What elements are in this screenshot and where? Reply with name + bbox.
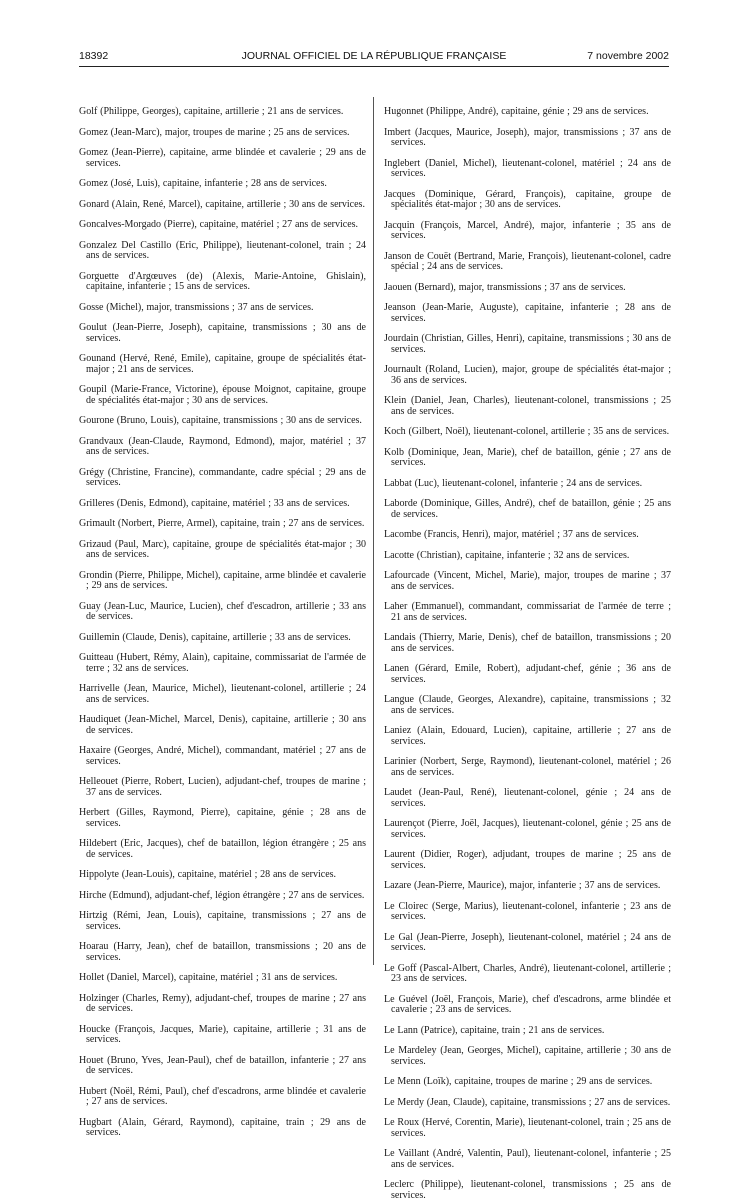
list-entry: Gosse (Michel), major, transmissions ; 37 ans de services. (79, 301, 314, 313)
list-entry: Golf (Philippe, Georges), capitaine, artillerie ; 21 ans de services. (79, 106, 344, 117)
list-entry: Journault (Roland, Lucien), major, groupe de spécialités état-major ; 36 ans de services. (384, 364, 671, 386)
list-entry: Haxaire (Georges, André, Michel), commandant, matériel ; 27 ans de services. (79, 745, 366, 767)
list-entry: Le Mardeley (Jean, Georges, Michel), capitaine, artillerie ; 30 ans de services. (384, 1045, 671, 1067)
list-entry: Janson de Couët (Bertrand, Marie, François), lieutenant-colonel, cadre spécial ; 24 ans de services. (384, 250, 671, 272)
list-entry: Guitteau (Hubert, Rémy, Alain), capitaine, commissariat de l'armée de terre ; 32 ans de services. (79, 652, 366, 674)
list-entry: Gorguette d'Argœuves (de) (Alexis, Marie-Antoine, Ghislain), capitaine, infanterie ; 15 ans de services. (79, 270, 366, 292)
list-entry: Guay (Jean-Luc, Maurice, Lucien), chef d'escadron, artillerie ; 33 ans de services. (79, 600, 366, 622)
list-entry: Grilleres (Denis, Edmond), capitaine, matériel ; 33 ans de services. (79, 497, 350, 509)
list-entry: Le Guével (Joël, François, Marie), chef d'escadrons, arme blindée et cavalerie ; 23 ans de services. (384, 993, 671, 1015)
list-entry: Goulut (Jean-Pierre, Joseph), capitaine, transmissions ; 30 ans de services. (79, 322, 366, 344)
list-entry: Imbert (Jacques, Maurice, Joseph), major, transmissions ; 37 ans de services. (384, 126, 671, 148)
left-column (79, 97, 366, 1141)
list-entry: Labbat (Luc), lieutenant-colonel, infanterie ; 24 ans de services. (384, 477, 643, 489)
list-entry: Haudiquet (Jean-Michel, Marcel, Denis), capitaine, artillerie ; 30 ans de services. (79, 714, 366, 736)
list-entry: Hirche (Edmund), adjudant-chef, légion étrangère ; 27 ans de services. (79, 889, 365, 901)
list-entry: Gomez (Jean-Pierre), capitaine, arme blindée et cavalerie ; 29 ans de services. (79, 147, 366, 169)
list-entry: Larinier (Norbert, Serge, Raymond), lieutenant-colonel, matériel ; 26 ans de services. (384, 756, 671, 778)
column-divider (373, 97, 374, 965)
list-entry: Gonard (Alain, René, Marcel), capitaine, artillerie ; 30 ans de services. (79, 198, 365, 210)
list-entry: Laher (Emmanuel), commandant, commissariat de l'armée de terre ; 21 ans de services. (384, 601, 671, 623)
right-column (384, 97, 671, 1203)
list-entry: Landais (Thierry, Marie, Denis), chef de bataillon, transmissions ; 20 ans de services. (384, 632, 671, 654)
list-entry: Le Gal (Jean-Pierre, Joseph), lieutenant-colonel, matériel ; 24 ans de services. (384, 931, 671, 953)
list-entry: Houet (Bruno, Yves, Jean-Paul), chef de bataillon, infanterie ; 27 ans de services. (79, 1054, 366, 1076)
list-entry: Hugonnet (Philippe, André), capitaine, génie ; 29 ans de services. (384, 106, 649, 117)
list-entry: Hollet (Daniel, Marcel), capitaine, matériel ; 31 ans de services. (79, 972, 338, 983)
list-entry: Le Cloirec (Serge, Marius), lieutenant-colonel, infanterie ; 23 ans de services. (384, 900, 671, 922)
list-entry: Jacques (Dominique, Gérard, François), capitaine, groupe de spécialités état-major ; 30 ans de services. (384, 188, 671, 210)
list-entry: Koch (Gilbert, Noël), lieutenant-colonel, artillerie ; 35 ans de services. (384, 426, 670, 437)
list-entry: Langue (Claude, Georges, Alexandre), capitaine, transmissions ; 32 ans de services. (384, 694, 671, 716)
list-entry: Gomez (Jean-Marc), major, troupes de marine ; 25 ans de services. (79, 126, 350, 138)
list-entry: Le Lann (Patrice), capitaine, train ; 21 ans de services. (384, 1024, 605, 1036)
publication-date: 7 novembre 2002 (587, 50, 669, 62)
list-entry: Hugbart (Alain, Gérard, Raymond), capitaine, train ; 29 ans de services. (79, 1116, 366, 1138)
list-entry: Grizaud (Paul, Marc), capitaine, groupe de spécialités état-major ; 30 ans de services. (79, 538, 366, 560)
list-entry: Leclerc (Philippe), lieutenant-colonel, transmissions ; 25 ans de services. (384, 1179, 671, 1201)
list-entry: Gonzalez Del Castillo (Eric, Philippe), lieutenant-colonel, train ; 24 ans de services. (79, 239, 366, 261)
list-entry: Inglebert (Daniel, Michel), lieutenant-colonel, matériel ; 24 ans de services. (384, 157, 671, 179)
list-entry: Laurent (Didier, Roger), adjudant, troupes de marine ; 25 ans de services. (384, 849, 671, 871)
list-entry: Herbert (Gilles, Raymond, Pierre), capitaine, génie ; 28 ans de services. (79, 807, 366, 829)
list-entry: Goupil (Marie-France, Victorine), épouse Moignot, capitaine, groupe de spécialités état-major ; 30 ans de services. (79, 384, 366, 406)
list-entry: Le Roux (Hervé, Corentin, Marie), lieutenant-colonel, train ; 25 ans de services. (384, 1117, 671, 1139)
list-entry: Jacquin (François, Marcel, André), major, infanterie ; 35 ans de services. (384, 219, 671, 241)
list-entry: Jourdain (Christian, Gilles, Henri), capitaine, transmissions ; 30 ans de services. (384, 333, 671, 355)
list-entry: Grondin (Pierre, Philippe, Michel), capitaine, arme blindée et cavalerie ; 29 ans de services. (79, 569, 366, 591)
page-header (79, 50, 669, 66)
list-entry: Hubert (Noël, Rémi, Paul), chef d'escadrons, arme blindée et cavalerie ; 27 ans de services. (79, 1085, 366, 1107)
list-entry: Gourone (Bruno, Louis), capitaine, transmissions ; 30 ans de services. (79, 415, 362, 426)
list-entry: Guillemin (Claude, Denis), capitaine, artillerie ; 33 ans de services. (79, 631, 351, 643)
list-entry: Kolb (Dominique, Jean, Marie), chef de bataillon, génie ; 27 ans de services. (384, 446, 671, 468)
list-entry: Houcke (François, Jacques, Marie), capitaine, artillerie ; 31 ans de services. (79, 1023, 366, 1045)
list-entry: Klein (Daniel, Jean, Charles), lieutenant-colonel, transmissions ; 25 ans de services. (384, 395, 671, 417)
list-entry: Le Vaillant (André, Valentin, Paul), lieutenant-colonel, infanterie ; 25 ans de services. (384, 1148, 671, 1170)
header-rule (79, 66, 669, 67)
list-entry: Lanen (Gérard, Emile, Robert), adjudant-chef, génie ; 36 ans de services. (384, 663, 671, 685)
list-entry: Lafourcade (Vincent, Michel, Marie), major, troupes de marine ; 37 ans de services. (384, 570, 671, 592)
journal-title: JOURNAL OFFICIEL DE LA RÉPUBLIQUE FRANÇAISE (241, 50, 507, 62)
list-entry: Jeanson (Jean-Marie, Auguste), capitaine, infanterie ; 28 ans de services. (384, 302, 671, 324)
list-entry: Laborde (Dominique, Gilles, André), chef de bataillon, génie ; 25 ans de services. (384, 498, 671, 520)
list-entry: Laurençot (Pierre, Joël, Jacques), lieutenant-colonel, génie ; 25 ans de services. (384, 818, 671, 840)
list-entry: Lacotte (Christian), capitaine, infanterie ; 32 ans de services. (384, 549, 630, 561)
list-entry: Laniez (Alain, Edouard, Lucien), capitaine, artillerie ; 27 ans de services. (384, 725, 671, 747)
list-entry: Lacombe (Francis, Henri), major, matériel ; 37 ans de services. (384, 529, 639, 540)
list-entry: Holzinger (Charles, Remy), adjudant-chef, troupes de marine ; 27 ans de services. (79, 992, 366, 1014)
list-entry: Hoarau (Harry, Jean), chef de bataillon, transmissions ; 20 ans de services. (79, 941, 366, 963)
page-number: 18392 (79, 50, 109, 62)
list-entry: Grandvaux (Jean-Claude, Raymond, Edmond), major, matériel ; 37 ans de services. (79, 435, 366, 457)
list-entry: Hildebert (Eric, Jacques), chef de bataillon, légion étrangère ; 25 ans de services. (79, 838, 366, 860)
list-entry: Grégy (Christine, Francine), commandante, cadre spécial ; 29 ans de services. (79, 466, 366, 488)
list-entry: Gounand (Hervé, René, Emile), capitaine, groupe de spécialités état-major ; 21 ans de services. (79, 353, 366, 375)
list-entry: Hippolyte (Jean-Louis), capitaine, matériel ; 28 ans de services. (79, 869, 337, 880)
list-entry: Helleouet (Pierre, Robert, Lucien), adjudant-chef, troupes de marine ; 37 ans de services. (79, 776, 366, 798)
list-entry: Le Goff (Pascal-Albert, Charles, André), lieutenant-colonel, artillerie ; 23 ans de services. (384, 962, 671, 984)
list-entry: Lazare (Jean-Pierre, Maurice), major, infanterie ; 37 ans de services. (384, 880, 661, 891)
list-entry: Laudet (Jean-Paul, René), lieutenant-colonel, génie ; 24 ans de services. (384, 787, 671, 809)
list-entry: Jaouen (Bernard), major, transmissions ; 37 ans de services. (384, 281, 626, 293)
list-entry: Le Merdy (Jean, Claude), capitaine, transmissions ; 27 ans de services. (384, 1096, 671, 1108)
list-entry: Goncalves-Morgado (Pierre), capitaine, matériel ; 27 ans de services. (79, 219, 359, 230)
list-entry: Hirtzig (Rémi, Jean, Louis), capitaine, transmissions ; 27 ans de services. (79, 910, 366, 932)
list-entry: Harrivelle (Jean, Maurice, Michel), lieutenant-colonel, artillerie ; 24 ans de services. (79, 683, 366, 705)
list-entry: Gomez (José, Luis), capitaine, infanterie ; 28 ans de services. (79, 178, 327, 189)
list-entry: Le Menn (Loïk), capitaine, troupes de marine ; 29 ans de services. (384, 1076, 653, 1087)
list-entry: Grimault (Norbert, Pierre, Armel), capitaine, train ; 27 ans de services. (79, 518, 365, 529)
